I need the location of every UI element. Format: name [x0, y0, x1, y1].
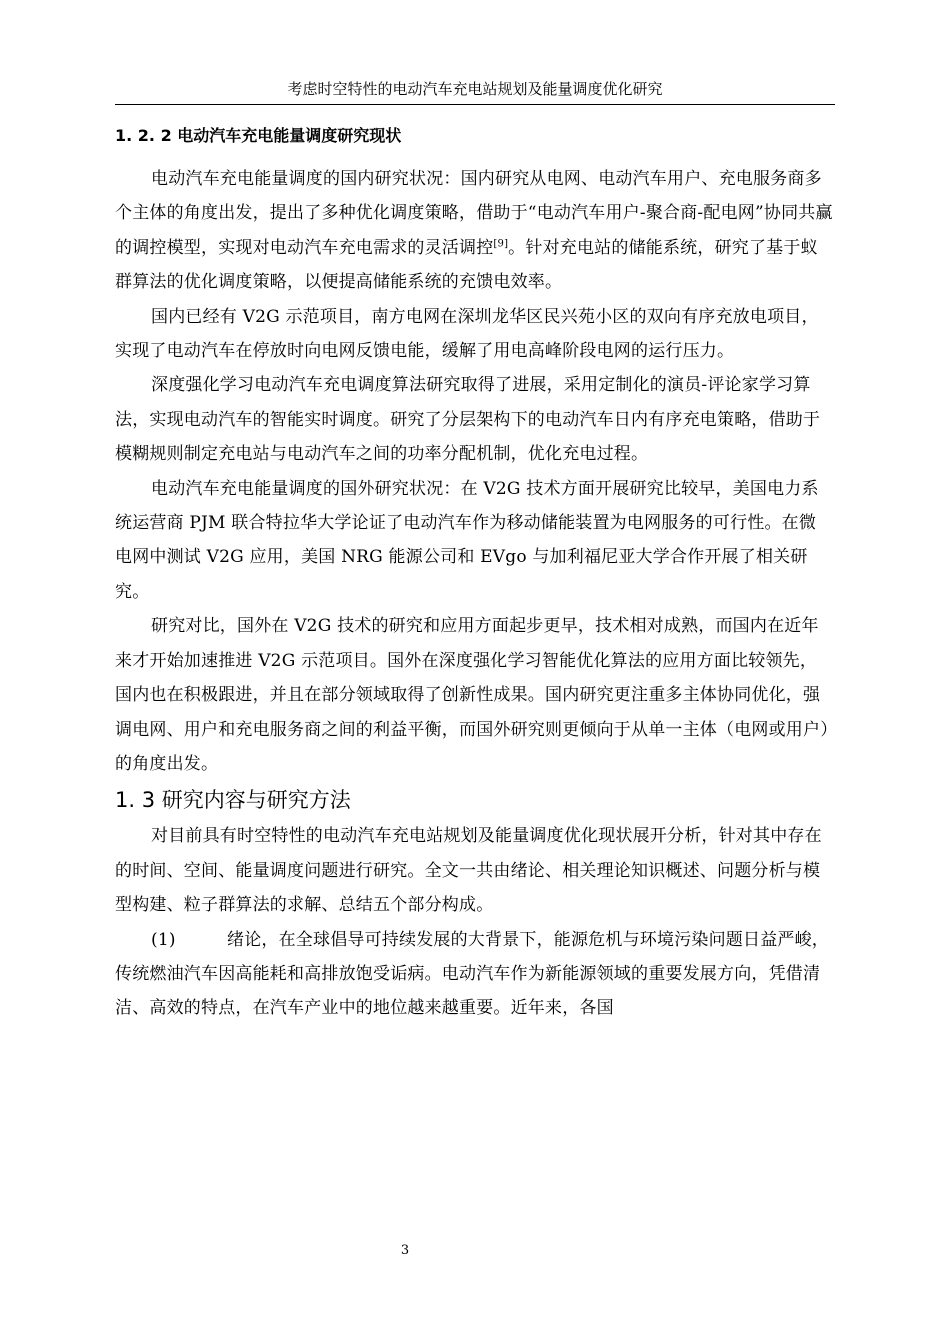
- list-item-text: 绪论，在全球倡导可持续发展的大背景下，能源危机与环境污染问题日益严峻，传统燃油汽车因高能耗和高排放饱受诟病。电动汽车作为新能源领域的重要发展方向，凭借清洁、高效的特点，在汽车产业中的地位越来越重要。近年来，各国: [115, 929, 829, 1019]
- page-body: [115, 112, 833, 1026]
- page-number: 3: [400, 1243, 410, 1258]
- paragraph-deep-rl: 深度强化学习电动汽车充电调度算法研究取得了进展，采用定制化的演员-评论家学习算法，实现电动汽车的智能实时调度。研究了分层架构下的电动汽车日内有序充电策略，借助于模糊规则制定充电站与电动汽车之间的功率分配机制，优化充电过程。: [115, 375, 821, 465]
- section-heading-1-3: 1. 3 研究内容与研究方法: [115, 788, 351, 813]
- paragraph-domestic-research: [115, 162, 833, 300]
- paragraph-foreign-research: 电动汽车充电能量调度的国外研究状况：在 V2G 技术方面开展研究比较早，美国电力系统运营商 PJM 联合特拉华大学论证了电动汽车作为移动储能装置为电网服务的可行性。在微电网中测试 V2G 应用，美国 NRG 能源公司和 EVgo 与加利福尼亚大学合作开展了相关研究。: [115, 478, 819, 602]
- list-item-introduction: [115, 923, 833, 1026]
- list-item-number: (1): [151, 929, 176, 950]
- citation-ref: [9]: [493, 238, 509, 250]
- section-heading-1-2-2: 1. 2. 2 电动汽车充电能量调度研究现状: [115, 126, 402, 145]
- running-header: 考虑时空特性的电动汽车充电站规划及能量调度优化研究: [287, 80, 663, 98]
- paragraph-comparison: 研究对比，国外在 V2G 技术的研究和应用方面起步更早，技术相对成熟，而国内在近年来才开始加速推进 V2G 示范项目。国外在深度强化学习智能优化算法的应用方面比较领先，国内也在积极跟进，并且在部分领域取得了创新性成果。国内研究更注重多主体协同优化，强调电网、用户和充电服务商之间的利益平衡，而国外研究则更倾向于从单一主体（电网或用户）的角度出发。: [115, 616, 829, 774]
- paragraph-text: 。针对充电站的储能系统，研究了基于蚁群算法的优化调度策略，以便提高储能系统的充馈电效率。: [115, 237, 818, 293]
- header-rule: [115, 104, 835, 105]
- paragraph-research-content: 对目前具有时空特性的电动汽车充电站规划及能量调度优化现状展开分析，针对其中存在的时间、空间、能量调度问题进行研究。全文一共由绪论、相关理论知识概述、问题分析与模型构建、粒子群算法的求解、总结五个部分构成。: [115, 826, 822, 916]
- paragraph-text: 电动汽车充电能量调度的国内研究状况：国内研究从电网、电动汽车用户、充电服务商多个主体的角度出发，提出了多种优化调度策略，借助于“电动汽车用户-聚合商-配电网”协同共赢的调控模型，实现对电动汽车充电需求的灵活调控: [115, 169, 833, 258]
- paragraph-v2g-demo: 国内已经有 V2G 示范项目，南方电网在深圳龙华区民兴苑小区的双向有序充放电项目，实现了电动汽车在停放时向电网反馈电能，缓解了用电高峰阶段电网的运行压力。: [115, 306, 819, 362]
